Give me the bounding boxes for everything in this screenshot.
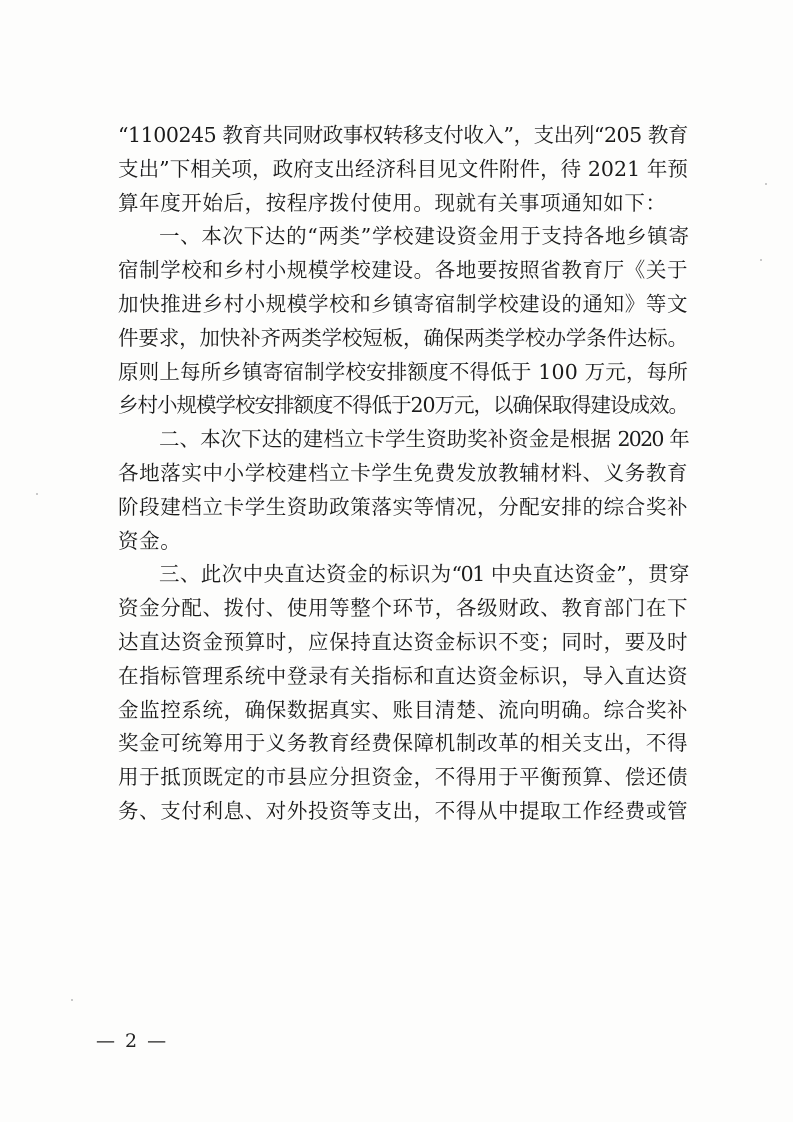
- text-line: 各地落实中小学校建档立卡学生免费发放教辅材料、义务教育: [118, 460, 689, 485]
- scan-speck: [36, 493, 38, 495]
- text-line: 奖金可统筹用于义务教育经费保障机制改革的相关支出，不得: [118, 731, 689, 756]
- text-line: 原则上每所乡镇寄宿制学校安排额度不得低于 100 万元，每所: [118, 359, 688, 384]
- text-line: 金监控系统，确保数据真实、账目清楚、流向明确。综合奖补: [118, 697, 689, 722]
- page-number: — 2 —: [96, 1030, 169, 1052]
- text-line: 在指标管理系统中登录有关指标和直达资金标识，导入直达资: [118, 663, 689, 688]
- text-line: 一、本次下达的“两类”学校建设资金用于支持各地乡镇寄: [159, 224, 688, 249]
- text-line: “1100245 教育共同财政事权转移支付收入”，支出列“205 教育: [118, 123, 688, 147]
- text-line: 资金。: [118, 528, 182, 553]
- text-line: 宿制学校和乡村小规模学校建设。各地要按照省教育厅《关于: [118, 258, 689, 283]
- document-body: [118, 119, 688, 829]
- scan-speck: [765, 183, 767, 185]
- text-line: 用于抵顶既定的市县应分担资金，不得用于平衡预算、偿还债: [118, 765, 689, 790]
- text-line: 资金分配、拨付、使用等整个环节，各级财政、教育部门在下: [118, 596, 689, 621]
- scan-speck: [71, 999, 73, 1001]
- text-line: 加快推进乡村小规模学校和乡镇寄宿制学校建设的通知》等文: [118, 291, 689, 316]
- text-line: 务、支付利息、对外投资等支出，不得从中提取工作经费或管: [118, 798, 689, 823]
- text-line: 乡村小规模学校安排额度不得低于20万元，以确保取得建设成效。: [118, 393, 688, 418]
- text-line: 达直达资金预算时，应保持直达资金标识不变；同时，要及时: [118, 629, 689, 654]
- text-line: 算年度开始后，按程序拨付使用。现就有关事项通知如下：: [118, 190, 667, 215]
- paragraph-item-1: [118, 220, 688, 423]
- text-line: 三、此次中央直达资金的标识为“01 中央直达资金”，贯穿: [159, 562, 688, 587]
- text-line: 阶段建档立卡学生资助政策落实等情况，分配安排的综合奖补: [118, 494, 689, 519]
- text-line: 支出”下相关项，政府支出经济科目见文件附件，待 2021 年预: [118, 156, 688, 181]
- paragraph-item-2: [118, 423, 688, 558]
- paragraph-item-3: [118, 558, 688, 828]
- scan-speck: [760, 259, 762, 261]
- paragraph-intro: [118, 119, 688, 220]
- text-line: 二、本次下达的建档立卡学生资助奖补资金是根据 2020 年: [159, 427, 688, 452]
- text-line: 件要求，加快补齐两类学校短板，确保两类学校办学条件达标。: [118, 325, 688, 350]
